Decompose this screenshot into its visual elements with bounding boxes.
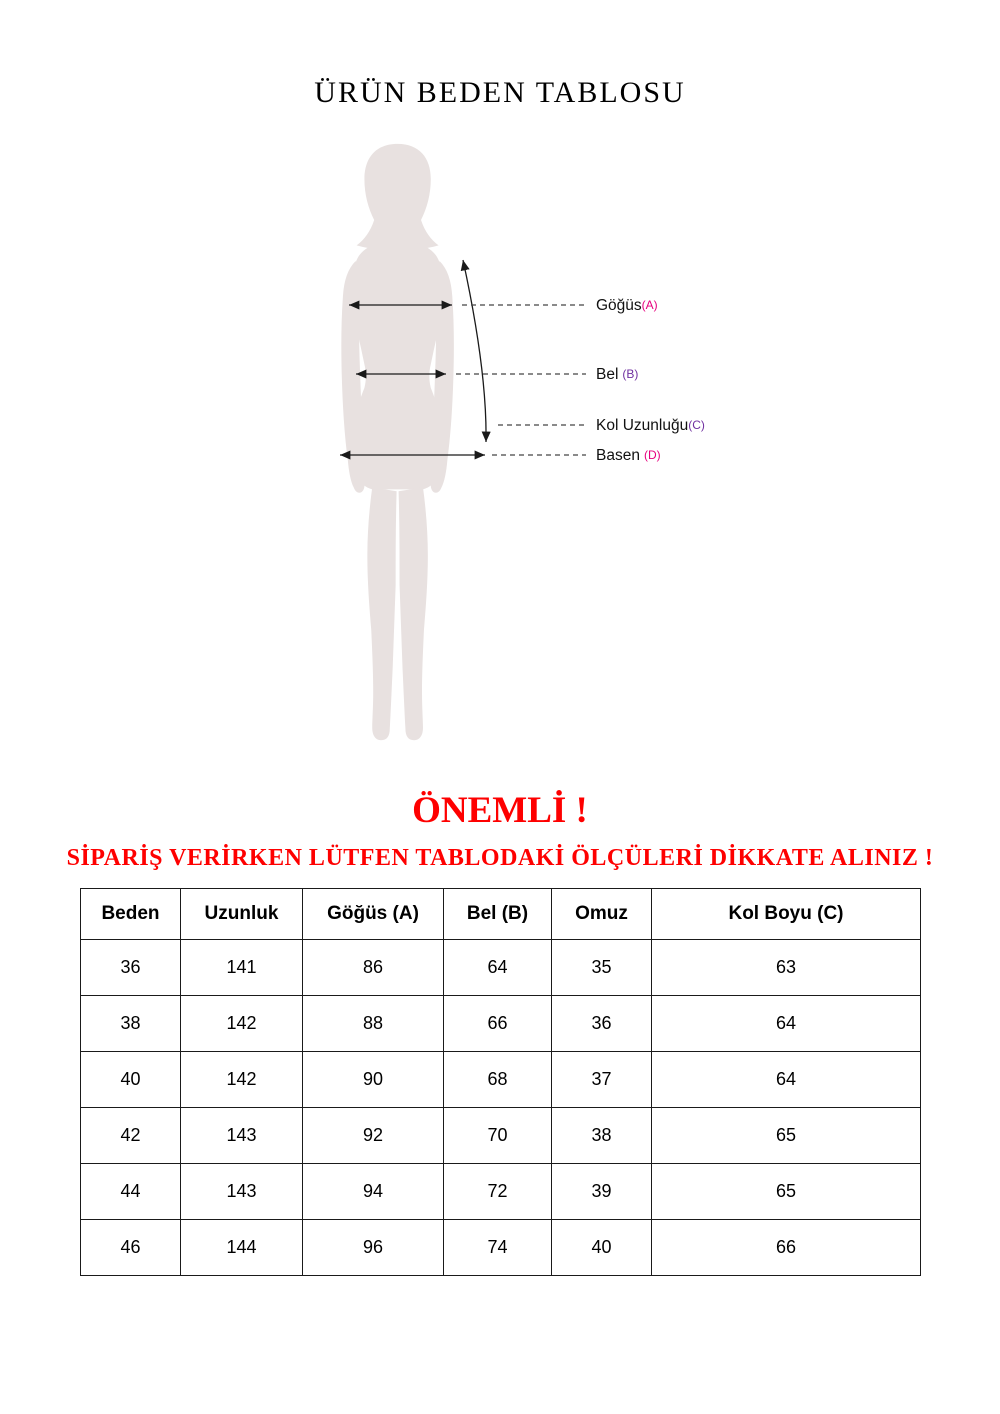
col-header-omuz: Omuz [552, 889, 652, 940]
cell-kol-boyu: 63 [652, 940, 921, 996]
table-row [81, 940, 921, 996]
cell-bel: 74 [444, 1220, 552, 1276]
col-header-beden: Beden [81, 889, 181, 940]
cell-kol-boyu: 65 [652, 1108, 921, 1164]
arm-length-letter: (C) [688, 418, 705, 432]
table-row [81, 996, 921, 1052]
table-row [81, 1220, 921, 1276]
cell-kol-boyu: 66 [652, 1220, 921, 1276]
silhouette-torso [351, 239, 445, 490]
col-header-kol-boyu: Kol Boyu (C) [652, 889, 921, 940]
cell-omuz: 40 [552, 1220, 652, 1276]
cell-gogus: 90 [303, 1052, 444, 1108]
silhouette-left-leg [367, 487, 396, 740]
arm-length-label: Kol Uzunluğu(C) [596, 417, 705, 434]
col-header-gogus: Göğüs (A) [303, 889, 444, 940]
cell-gogus: 94 [303, 1164, 444, 1220]
cell-omuz: 36 [552, 996, 652, 1052]
col-header-uzunluk: Uzunluk [181, 889, 303, 940]
page-title: ÜRÜN BEDEN TABLOSU [314, 76, 686, 109]
table-row [81, 1164, 921, 1220]
cell-beden: 42 [81, 1108, 181, 1164]
cell-kol-boyu: 64 [652, 1052, 921, 1108]
cell-gogus: 86 [303, 940, 444, 996]
chest-label: Göğüs(A) [596, 297, 658, 314]
cell-gogus: 96 [303, 1220, 444, 1276]
hip-label: Basen (D) [596, 447, 661, 464]
table-row [81, 1052, 921, 1108]
cell-uzunluk: 143 [181, 1164, 303, 1220]
cell-omuz: 35 [552, 940, 652, 996]
cell-bel: 68 [444, 1052, 552, 1108]
female-silhouette-icon [341, 144, 454, 740]
cell-omuz: 39 [552, 1164, 652, 1220]
cell-bel: 66 [444, 996, 552, 1052]
warning-text: SİPARİŞ VERİRKEN LÜTFEN TABLODAKİ ÖLÇÜLERİ DİKKATE ALINIZ ! [66, 845, 934, 871]
important-heading: ÖNEMLİ ! [412, 790, 588, 831]
cell-bel: 64 [444, 940, 552, 996]
cell-uzunluk: 142 [181, 1052, 303, 1108]
silhouette-right-leg [399, 487, 428, 740]
cell-kol-boyu: 64 [652, 996, 921, 1052]
table-header-row [81, 889, 921, 940]
measurement-diagram [0, 130, 1000, 750]
table-row [81, 1108, 921, 1164]
col-header-bel: Bel (B) [444, 889, 552, 940]
cell-omuz: 38 [552, 1108, 652, 1164]
cell-kol-boyu: 65 [652, 1164, 921, 1220]
cell-gogus: 88 [303, 996, 444, 1052]
cell-beden: 38 [81, 996, 181, 1052]
arm-length-measure-arrow [463, 260, 486, 442]
silhouette-head-hair [357, 144, 439, 250]
cell-beden: 46 [81, 1220, 181, 1276]
cell-beden: 36 [81, 940, 181, 996]
cell-omuz: 37 [552, 1052, 652, 1108]
cell-beden: 40 [81, 1052, 181, 1108]
cell-uzunluk: 143 [181, 1108, 303, 1164]
waist-letter: (B) [622, 367, 639, 381]
cell-gogus: 92 [303, 1108, 444, 1164]
cell-beden: 44 [81, 1164, 181, 1220]
size-table [80, 888, 921, 1276]
cell-uzunluk: 142 [181, 996, 303, 1052]
hip-letter: (D) [643, 448, 661, 462]
waist-label: Bel (B) [596, 366, 639, 383]
cell-uzunluk: 144 [181, 1220, 303, 1276]
cell-bel: 70 [444, 1108, 552, 1164]
cell-bel: 72 [444, 1164, 552, 1220]
chest-letter: (A) [641, 298, 658, 312]
cell-uzunluk: 141 [181, 940, 303, 996]
